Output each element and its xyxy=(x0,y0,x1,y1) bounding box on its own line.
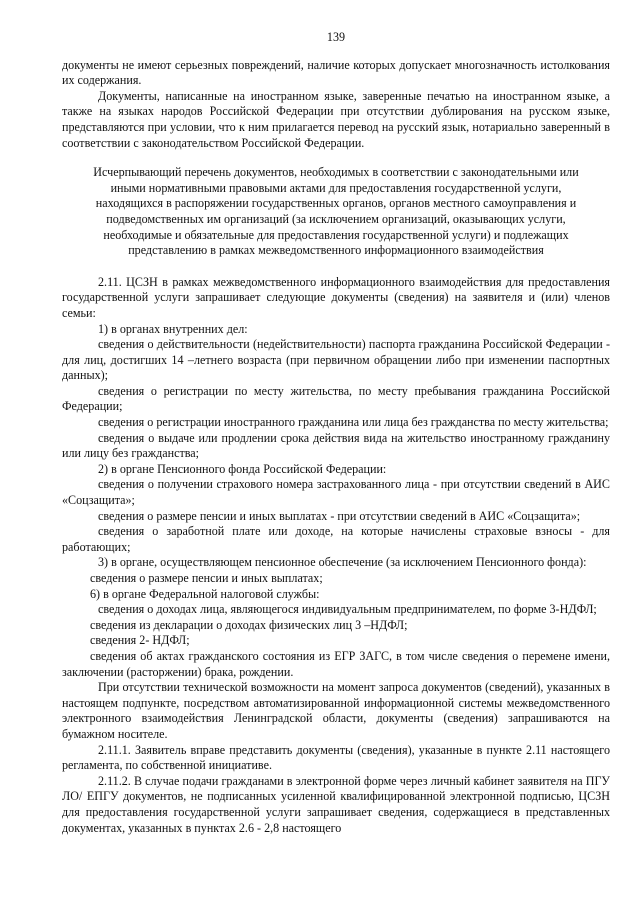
list-item: сведения о регистрации иностранного гражданина или лица без гражданства по месту жительства; xyxy=(98,415,609,430)
paragraph: 2.11. ЦСЗН в рамках межведомственного информационного взаимодействия для предоставления государственной услуги запрашивает следующие документы (сведения) на заявителя и (или) членов семьи: xyxy=(62,274,610,320)
list-item: сведения 2- НДФЛ; xyxy=(90,633,190,648)
list-item: 1) в органах внутренних дел: xyxy=(98,321,248,336)
paragraph: Документы, написанные на иностранном языке, заверенные печатью на иностранном языке, а также на языках народов Российской Федерации при отсутствии дублирования на русском языке, представляются при условии, что к ним прилагается перевод на русский язык, нотариально заверенный в соответствии с законодательством Российской Федерации. xyxy=(62,88,610,150)
list-item: сведения о размере пенсии и иных выплатах - при отсутствии сведений в АИС «Соцзащита»; xyxy=(98,508,581,523)
list-item: 6) в органе Федеральной налоговой службы: xyxy=(90,586,320,601)
page-number: 139 xyxy=(326,30,346,44)
list-item: сведения о размере пенсии и иных выплатах; xyxy=(90,571,323,585)
list-item: сведения о доходах лица, являющегося индивидуальным предпринимателем, по форме 3-НДФЛ; xyxy=(98,602,597,617)
list-item: сведения из декларации о доходах физических лиц 3 –НДФЛ; xyxy=(90,617,408,632)
section-heading: Исчерпывающий перечень документов, необходимых в соответствии с законодательными или иными нормативными правовыми актами для предоставления государственной услуги, находящихся в распоряжении государственных органов, органов местного самоуправления и подведомственных им организаций (за исключением организаций, оказывающих услуги, необходимые и обязательные для предоставления государственной услуги) и подлежащих представлению в рамках межведомственного информационного взаимодействия xyxy=(93,165,579,258)
list-item: 3) в органе, осуществляющем пенсионное обеспечение (за исключением Пенсионного фонда): xyxy=(98,555,587,570)
list-item: сведения о заработной плате или доходе, на которые начислены страховые взносы - для работающих; xyxy=(62,524,610,554)
list-item: сведения о выдаче или продлении срока действия вида на жительство иностранному гражданину или лицу без гражданства; xyxy=(62,430,610,461)
paragraph: 2.11.2. В случае подачи гражданами в электронной форме через личный кабинет заявителя на ПГУ ЛО/ ЕПГУ документов, не подписанных усиленной квалифицированной электронной подписью, ЦСЗН для предоставления государственной услуги запрашивает сведения, содержащиеся в представленных документах, указанных в пунктах 2.6 - 2,8 настоящего xyxy=(62,773,610,835)
paragraph: При отсутствии технической возможности на момент запроса документов (сведений), указанных в настоящем подпункте, посредством автоматизированной информационной системы межведомственного электронного взаимодействия Ленинградской области, документы (сведения) запрашиваются на бумажном носителе. xyxy=(62,680,610,741)
paragraph: документы не имеют серьезных повреждений, наличие которых допускает многозначность истолкования их содержания. xyxy=(62,57,610,88)
list-item: сведения о получении страхового номера застрахованного лица - при отсутствии сведений в АИС «Соцзащита»; xyxy=(62,477,610,508)
list-item: 2) в органе Пенсионного фонда Российской Федерации: xyxy=(98,461,387,476)
document-page xyxy=(62,30,610,836)
list-item: сведения о регистрации по месту жительства, по месту пребывания гражданина Российской Федерации; xyxy=(62,383,610,414)
list-item: сведения об актах гражданского состояния из ЕГР ЗАГС, в том числе сведения о перемене имени, заключении (расторжении) брака, рождении. xyxy=(62,648,610,679)
list-item: сведения о действительности (недействительности) паспорта гражданина Российской Федерации - для лиц, достигших 14 –летнего возраста (при первичном обращении либо при изменении паспортных данных); xyxy=(62,337,610,383)
paragraph: 2.11.1. Заявитель вправе представить документы (сведения), указанные в пункте 2.11 настоящего регламента, по собственной инициативе. xyxy=(62,742,610,773)
